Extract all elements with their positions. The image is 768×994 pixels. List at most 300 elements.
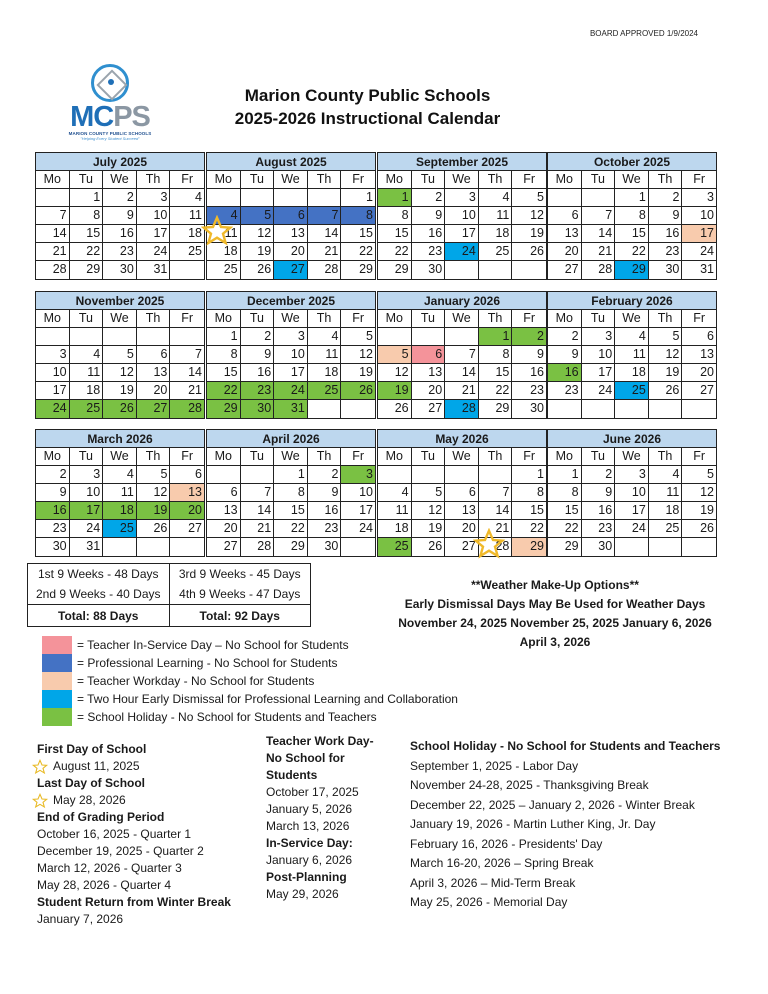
- day-cell: 5: [682, 466, 716, 484]
- day-cell: 15: [615, 225, 649, 243]
- weekday-header: Th: [137, 448, 171, 466]
- holiday-item: January 19, 2026 - Martin Luther King, Jr. Day: [410, 817, 656, 831]
- day-cell: 22: [70, 243, 104, 261]
- day-cell: 11: [378, 502, 412, 520]
- day-cell: 23: [412, 243, 446, 261]
- empty-cell: [548, 189, 582, 207]
- day-cell: 19: [103, 382, 137, 400]
- day-cell: 28: [241, 538, 275, 556]
- day-cell: 24: [445, 243, 479, 261]
- weather-title: **Weather Make-Up Options**: [471, 578, 639, 592]
- weekday-header: We: [274, 310, 308, 328]
- weekday-header: Mo: [36, 310, 70, 328]
- day-cell: 27: [445, 538, 479, 556]
- title-line-1: Marion County Public Schools: [244, 86, 491, 105]
- day-cell: 29: [70, 261, 104, 279]
- day-cell: 22: [615, 243, 649, 261]
- workday-item: January 5, 2026: [266, 802, 353, 816]
- day-cell: 16: [412, 225, 446, 243]
- day-cell: 9: [103, 207, 137, 225]
- day-cell: 26: [137, 520, 171, 538]
- weather-line-3: April 3, 2026: [519, 635, 591, 649]
- weekday-header: Mo: [548, 448, 582, 466]
- day-cell: 30: [582, 538, 616, 556]
- day-cell: 13: [682, 346, 716, 364]
- first-day-date: August 11, 2025: [53, 759, 140, 773]
- day-cell: 20: [445, 520, 479, 538]
- day-cell: 21: [170, 382, 204, 400]
- day-cell: 17: [137, 225, 171, 243]
- first-day-title: First Day of School: [37, 742, 147, 756]
- day-cell: 6: [445, 484, 479, 502]
- month-calendar: [35, 291, 205, 419]
- day-cell: 5: [103, 346, 137, 364]
- day-cell: 2: [548, 328, 582, 346]
- day-cell: 2: [241, 328, 275, 346]
- grading-item: December 19, 2025 - Quarter 2: [37, 844, 204, 858]
- day-cell: 24: [274, 382, 308, 400]
- day-cell: 28: [308, 261, 342, 279]
- empty-cell: [241, 189, 275, 207]
- nine-weeks-q1: 1st 9 Weeks - 48 Days: [28, 564, 170, 584]
- empty-cell: [649, 400, 683, 418]
- day-cell: 28: [582, 261, 616, 279]
- legend-label: = Teacher In-Service Day – No School for Students: [77, 638, 349, 652]
- day-cell: 7: [170, 346, 204, 364]
- day-cell: 1: [512, 466, 546, 484]
- day-cell: 19: [512, 225, 546, 243]
- key-dates-column: [37, 741, 231, 928]
- day-cell: 24: [70, 520, 104, 538]
- day-cell: 17: [615, 502, 649, 520]
- day-cell: 1: [615, 189, 649, 207]
- day-cell: 4: [479, 189, 513, 207]
- day-cell: 31: [700, 262, 714, 276]
- day-cell: 20: [274, 243, 308, 261]
- day-cell: 19: [378, 382, 412, 400]
- day-cell: 3: [615, 466, 649, 484]
- day-cell: 30: [308, 538, 342, 556]
- day-cell: 11: [103, 484, 137, 502]
- day-cell: 18: [70, 382, 104, 400]
- mcps-logo: [60, 64, 160, 144]
- weekday-header: Fr: [682, 171, 716, 189]
- day-cell: 14: [582, 225, 616, 243]
- day-cell: 4: [378, 484, 412, 502]
- day-cell: 7: [36, 207, 70, 225]
- day-cell: 25: [308, 382, 342, 400]
- day-cell: 2: [36, 466, 70, 484]
- board-approved-note: BOARD APPROVED 1/9/2024: [589, 29, 698, 38]
- day-cell: 23: [512, 382, 546, 400]
- legend-label: = Teacher Workday - No School for Students: [77, 674, 315, 688]
- day-cell: 19: [341, 364, 375, 382]
- weekday-header: Mo: [378, 310, 412, 328]
- day-cell: 16: [582, 502, 616, 520]
- day-cell: 8: [615, 207, 649, 225]
- month-title: July 2025: [36, 153, 204, 171]
- day-cell: 2: [412, 189, 446, 207]
- day-cell: 14: [170, 364, 204, 382]
- month-calendar: [377, 429, 547, 557]
- day-cell: 19: [649, 364, 683, 382]
- day-cell: 31: [70, 538, 104, 556]
- day-cell: 11: [479, 207, 513, 225]
- day-cell: 20: [137, 382, 171, 400]
- day-cell: 3: [341, 466, 375, 484]
- day-cell: 1: [479, 328, 513, 346]
- day-cell: 15: [479, 364, 513, 382]
- legend-label: = Two Hour Early Dismissal for Professional Learning and Collaboration: [77, 692, 458, 706]
- day-cell: 8: [70, 207, 104, 225]
- day-cell: 12: [412, 502, 446, 520]
- month-title: April 2026: [207, 430, 375, 448]
- weekday-header: Mo: [207, 448, 241, 466]
- day-cell: 12: [241, 225, 275, 243]
- weekday-header: Mo: [378, 171, 412, 189]
- day-cell: 6: [548, 207, 582, 225]
- logo-subtitle: MARION COUNTY PUBLIC SCHOOLS: [68, 131, 152, 136]
- workday-item: October 17, 2025: [266, 785, 359, 799]
- day-cell: 19: [412, 520, 446, 538]
- empty-cell: [70, 328, 104, 346]
- empty-cell: [36, 328, 70, 346]
- day-cell: 29: [274, 538, 308, 556]
- last-day-row: [37, 792, 231, 809]
- weekday-header: Tu: [241, 171, 275, 189]
- first-day-row: [37, 758, 231, 775]
- day-cell: 4: [615, 328, 649, 346]
- day-cell: 21: [445, 382, 479, 400]
- day-cell: 28: [445, 400, 479, 418]
- day-cell: 5: [412, 484, 446, 502]
- day-cell: 24: [682, 243, 716, 261]
- day-cell: 27: [207, 538, 241, 556]
- legend-swatch: [42, 690, 72, 708]
- day-cell: 21: [582, 243, 616, 261]
- day-cell: 25: [378, 538, 412, 556]
- empty-cell: [412, 466, 446, 484]
- weather-line-2: November 24, 2025 November 25, 2025 January 6, 2026: [398, 616, 712, 630]
- day-cell: 14: [241, 502, 275, 520]
- weekday-header: Tu: [70, 448, 104, 466]
- day-cell: 25: [615, 382, 649, 400]
- semester-2-total: Total: 92 Days: [199, 609, 280, 623]
- day-cell: 9: [36, 484, 70, 502]
- day-cell: 27: [412, 400, 446, 418]
- post-planning-date: May 29, 2026: [266, 887, 339, 901]
- weekday-header: Fr: [682, 310, 716, 328]
- weekday-header: We: [445, 171, 479, 189]
- empty-cell: [512, 261, 546, 279]
- day-cell: 8: [207, 346, 241, 364]
- day-cell: 10: [682, 207, 716, 225]
- day-cell: 15: [70, 225, 104, 243]
- day-cell: 8: [512, 484, 546, 502]
- day-cell: 5: [341, 328, 375, 346]
- day-cell: 9: [582, 484, 616, 502]
- weekday-header: Th: [137, 171, 171, 189]
- day-cell: 5: [241, 207, 275, 225]
- day-cell: 25: [70, 400, 104, 418]
- month-calendar: [35, 152, 205, 280]
- legend-swatch: [42, 672, 72, 690]
- weekday-header: Mo: [207, 310, 241, 328]
- day-cell: 27: [170, 520, 204, 538]
- day-cell: 29: [512, 538, 546, 556]
- day-cell: 6: [412, 346, 446, 364]
- weekday-header: We: [274, 448, 308, 466]
- grading-item: October 16, 2025 - Quarter 1: [37, 827, 192, 841]
- day-cell: 18: [479, 225, 513, 243]
- weekday-header: Tu: [412, 171, 446, 189]
- holiday-item: February 16, 2026 - Presidents' Day: [410, 836, 603, 851]
- day-cell: 17: [70, 502, 104, 520]
- weekday-header: Th: [649, 448, 683, 466]
- month-calendar: [206, 152, 376, 280]
- empty-cell: [341, 538, 375, 556]
- day-cell: 18: [170, 225, 204, 243]
- day-cell: 24: [137, 243, 171, 261]
- empty-cell: [308, 189, 342, 207]
- day-cell: 4: [170, 189, 204, 207]
- day-cell: 22: [274, 520, 308, 538]
- day-cell: 24: [36, 400, 70, 418]
- day-cell: 10: [274, 346, 308, 364]
- day-cell: 1: [274, 466, 308, 484]
- day-cell: 9: [649, 207, 683, 225]
- empty-cell: [548, 400, 582, 418]
- day-cell: 2: [103, 189, 137, 207]
- empty-cell: [649, 538, 683, 556]
- weekday-header: Mo: [36, 448, 70, 466]
- day-cell: 19: [137, 502, 171, 520]
- return-title: Student Return from Winter Break: [37, 895, 231, 909]
- logo-tagline: "Helping Every Student Succeed": [80, 136, 140, 141]
- day-cell: 4: [103, 466, 137, 484]
- day-cell: 7: [479, 484, 513, 502]
- weekday-header: Fr: [512, 171, 546, 189]
- day-cell: 18: [649, 502, 683, 520]
- day-cell: 11: [308, 346, 342, 364]
- day-cell: 30: [649, 261, 683, 279]
- day-cell: 13: [445, 502, 479, 520]
- day-cell: 13: [412, 364, 446, 382]
- day-cell: 1: [70, 189, 104, 207]
- weekday-header: Fr: [341, 448, 375, 466]
- holiday-item: May 25, 2026 - Memorial Day: [410, 895, 568, 909]
- legend-swatch: [42, 636, 72, 654]
- color-legend: [42, 636, 458, 726]
- day-cell: 3: [274, 328, 308, 346]
- day-cell: 28: [479, 538, 513, 556]
- nine-weeks-table: [27, 563, 311, 627]
- empty-cell: [412, 328, 446, 346]
- day-cell: 9: [512, 346, 546, 364]
- holiday-item: April 3, 2026 – Mid-Term Break: [410, 875, 576, 890]
- weekday-header: Tu: [241, 310, 275, 328]
- day-cell: 15: [207, 364, 241, 382]
- last-day-title: Last Day of School: [37, 776, 146, 790]
- day-cell: 4: [70, 346, 104, 364]
- day-cell: 26: [103, 400, 137, 418]
- day-cell: 20: [548, 243, 582, 261]
- empty-cell: [682, 400, 716, 418]
- day-cell: 10: [582, 346, 616, 364]
- day-cell: 26: [241, 261, 275, 279]
- day-cell: 13: [274, 225, 308, 243]
- day-cell: 6: [274, 207, 308, 225]
- day-cell: 25: [207, 261, 241, 279]
- empty-cell: [445, 466, 479, 484]
- day-cell: 11: [649, 484, 683, 502]
- holiday-item: September 1, 2025 - Labor Day: [410, 758, 579, 773]
- day-cell: 7: [582, 207, 616, 225]
- empty-cell: [103, 538, 137, 556]
- day-cell: 13: [548, 225, 582, 243]
- empty-cell: [378, 466, 412, 484]
- weekday-header: Tu: [70, 171, 104, 189]
- day-cell: 25: [103, 520, 137, 538]
- day-cell: 14: [479, 502, 513, 520]
- empty-cell: [479, 466, 513, 484]
- weekday-header: We: [103, 171, 137, 189]
- day-cell: 18: [378, 520, 412, 538]
- month-calendar: [35, 429, 205, 557]
- day-cell: 1: [341, 189, 375, 207]
- day-cell: 9: [308, 484, 342, 502]
- weekday-header: Tu: [412, 310, 446, 328]
- month-title: September 2025: [378, 153, 546, 171]
- weekday-header: Fr: [341, 310, 375, 328]
- day-cell: 2: [649, 189, 683, 207]
- semester-1-total: Total: 88 Days: [28, 605, 170, 626]
- day-cell: 23: [241, 382, 275, 400]
- day-cell: 15: [548, 502, 582, 520]
- day-cell: 24: [341, 520, 375, 538]
- day-cell: 5: [512, 189, 546, 207]
- legend-label: = School Holiday - No School for Students and Teachers: [77, 710, 377, 724]
- weekday-header: Th: [479, 310, 513, 328]
- day-cell: 9: [241, 346, 275, 364]
- empty-cell: [103, 328, 137, 346]
- empty-cell: [378, 328, 412, 346]
- day-cell: 30: [412, 261, 446, 279]
- empty-cell: [170, 261, 204, 279]
- weekday-header: Mo: [207, 171, 241, 189]
- day-cell: 8: [274, 484, 308, 502]
- day-cell: 19: [241, 243, 275, 261]
- day-cell: 3: [682, 189, 716, 207]
- legend-item: [42, 708, 458, 726]
- day-cell: 10: [341, 484, 375, 502]
- empty-cell: [615, 538, 649, 556]
- weekday-header: Tu: [241, 448, 275, 466]
- day-cell: 30: [103, 261, 137, 279]
- day-cell: 2: [308, 466, 342, 484]
- star-icon: [31, 793, 49, 809]
- weekday-header: Fr: [170, 171, 204, 189]
- day-cell: 4: [207, 207, 241, 225]
- day-cell: 23: [308, 520, 342, 538]
- day-cell: 30: [36, 538, 70, 556]
- last-day-date: May 28, 2026: [53, 793, 126, 807]
- day-cell: 22: [378, 243, 412, 261]
- day-cell: 5: [649, 328, 683, 346]
- day-cell: 29: [359, 262, 373, 276]
- day-cell: 23: [582, 520, 616, 538]
- day-cell: 22: [479, 382, 513, 400]
- month-calendar: [547, 152, 717, 280]
- day-cell: 14: [308, 225, 342, 243]
- day-cell: 10: [36, 364, 70, 382]
- day-cell: 3: [445, 189, 479, 207]
- day-cell: 20: [682, 364, 716, 382]
- empty-cell: [308, 400, 342, 418]
- month-title: January 2026: [378, 292, 546, 310]
- legend-item: [42, 636, 458, 654]
- day-cell: 22: [207, 382, 241, 400]
- day-cell: 12: [103, 364, 137, 382]
- weekday-header: Fr: [512, 448, 546, 466]
- weekday-header: Th: [137, 310, 171, 328]
- weekday-header: Fr: [512, 310, 546, 328]
- day-cell: 3: [36, 346, 70, 364]
- weekday-header: Th: [479, 171, 513, 189]
- month-title: March 2026: [36, 430, 204, 448]
- weekday-header: Mo: [548, 171, 582, 189]
- day-cell: 22: [512, 520, 546, 538]
- inservice-date: January 6, 2026: [266, 853, 353, 867]
- weather-line-1: Early Dismissal Days May Be Used for Weather Days: [404, 597, 706, 611]
- holidays-column: [410, 737, 720, 913]
- month-calendar: [547, 429, 717, 557]
- day-cell: 17: [682, 225, 716, 243]
- day-cell: 8: [378, 207, 412, 225]
- nine-weeks-q2: 2nd 9 Weeks - 40 Days: [28, 584, 170, 604]
- day-cell: 8: [548, 484, 582, 502]
- day-cell: 21: [241, 520, 275, 538]
- day-cell: 30: [530, 401, 544, 415]
- day-cell: 27: [682, 382, 716, 400]
- grading-item: March 12, 2026 - Quarter 3: [37, 861, 182, 875]
- day-cell: 20: [207, 520, 241, 538]
- day-cell: 18: [207, 243, 241, 261]
- day-cell: 3: [70, 466, 104, 484]
- weekday-header: Fr: [170, 448, 204, 466]
- weekday-header: Th: [308, 448, 342, 466]
- weekday-header: Th: [308, 171, 342, 189]
- grading-item: May 28, 2026 - Quarter 4: [37, 878, 172, 892]
- empty-cell: [36, 189, 70, 207]
- star-icon: [31, 759, 49, 775]
- day-cell: 1: [207, 328, 241, 346]
- month-calendar: [206, 291, 376, 419]
- day-cell: 11: [70, 364, 104, 382]
- day-cell: 16: [103, 225, 137, 243]
- day-cell: 2: [582, 466, 616, 484]
- day-cell: 16: [308, 502, 342, 520]
- title-line-2: 2025-2026 Instructional Calendar: [234, 109, 501, 128]
- nine-weeks-q4: 4th 9 Weeks - 47 Days: [179, 587, 301, 601]
- day-cell: 4: [649, 466, 683, 484]
- day-cell: 6: [207, 484, 241, 502]
- day-cell: 13: [137, 364, 171, 382]
- day-cell: 26: [649, 382, 683, 400]
- day-cell: 15: [512, 502, 546, 520]
- holiday-item: March 16-20, 2026 – Spring Break: [410, 856, 594, 870]
- day-cell: 28: [36, 261, 70, 279]
